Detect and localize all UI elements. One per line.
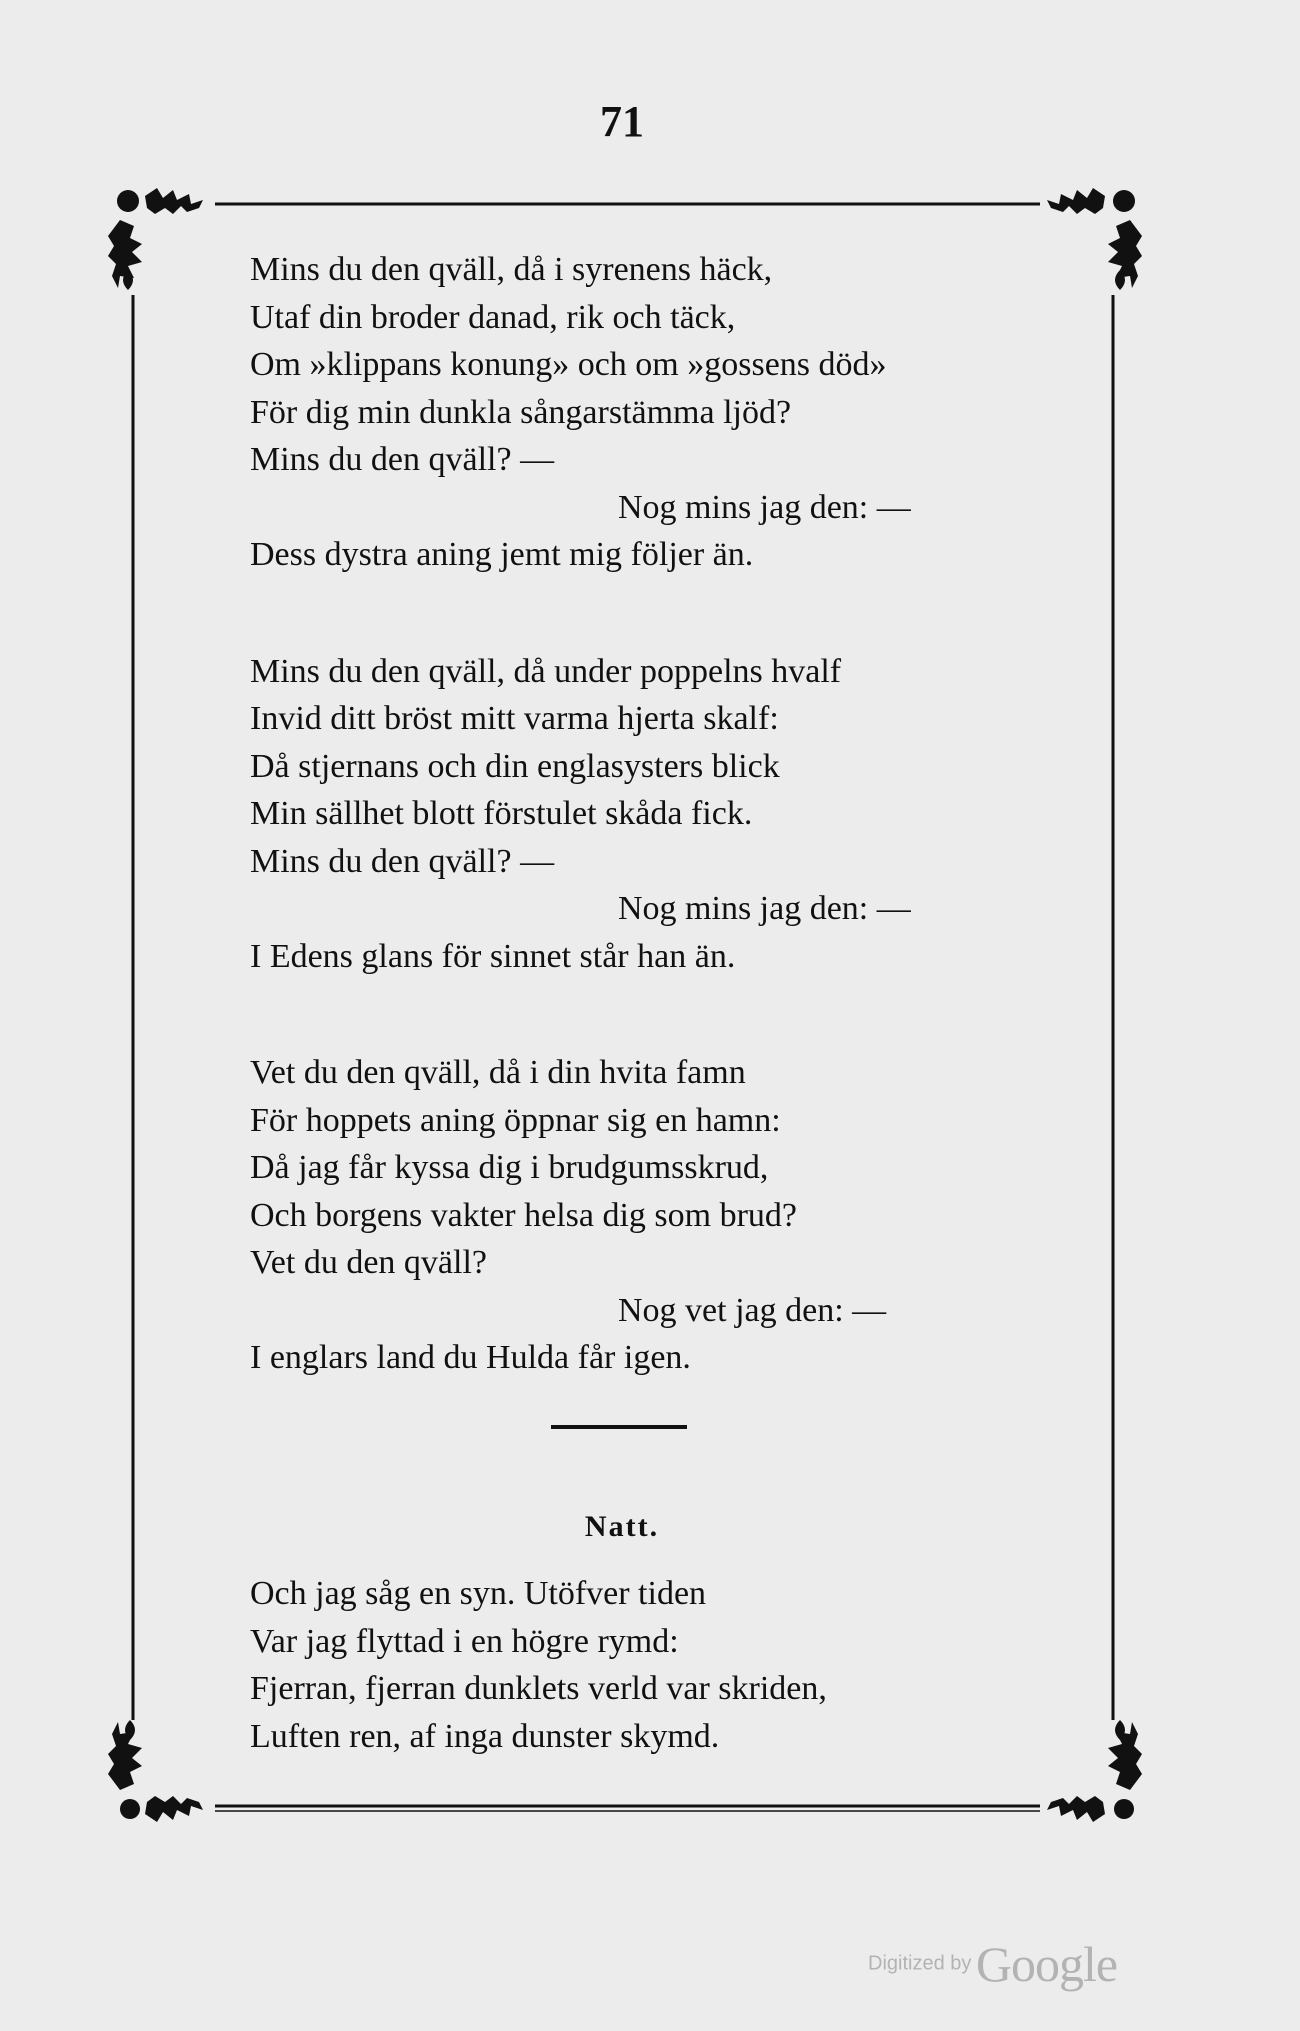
digitized-watermark xyxy=(868,1935,1117,1993)
verse-line: Vet du den qväll, då i din hvita famn xyxy=(250,1054,746,1091)
poem-text xyxy=(250,246,1010,1451)
verse-line-response: Nog mins jag den: — xyxy=(618,488,911,526)
verse-line-response: Nog mins jag den: — xyxy=(618,890,911,927)
verse-line: Dess dystra aning jemt mig följer än. xyxy=(250,536,754,573)
verse-line: Utaf din broder danad, rik och täck, xyxy=(250,298,736,336)
stanza-3 xyxy=(250,1049,1010,1382)
verse-line: Mins du den qväll? — xyxy=(250,842,555,880)
verse-line: Luften ren, af inga dunster skymd. xyxy=(250,1717,720,1755)
verse-line: Min sällhet blott förstulet skåda fick. xyxy=(250,795,753,832)
poem-text-natt xyxy=(250,1570,1010,1760)
verse-line: Och borgens vakter helsa dig som brud? xyxy=(250,1196,798,1234)
verse-line-response: Nog vet jag den: — xyxy=(618,1291,887,1329)
verse-line: För hoppets aning öppnar sig en hamn: xyxy=(250,1101,781,1139)
poem-title: Natt. xyxy=(584,1510,660,1543)
corner-ornament-bottom-right xyxy=(1047,1720,1142,1822)
corner-ornament-top-right xyxy=(1047,188,1142,290)
corner-ornament-top-left xyxy=(108,188,203,290)
verse-line: Om »klippans konung» och om »gossens död» xyxy=(250,346,887,383)
verse-line: Fjerran, fjerran dunklets verld var skriden, xyxy=(250,1670,827,1707)
page-number: 71 xyxy=(600,97,644,146)
verse-line: Var jag flyttad i en högre rymd: xyxy=(250,1622,679,1660)
verse-line: Och jag såg en syn. Utöfver tiden xyxy=(250,1575,707,1612)
stanza-2 xyxy=(250,648,1010,981)
google-logo: Google xyxy=(975,1936,1118,1992)
watermark-prefix: Digitized by xyxy=(868,1952,972,1975)
verse-line: Mins du den qväll? — xyxy=(250,441,555,478)
verse-line: I englars land du Hulda får igen. xyxy=(250,1339,691,1376)
verse-line: Mins du den qväll, då i syrenens häck, xyxy=(250,251,773,288)
verse-line: I Edens glans för sinnet står han än. xyxy=(250,937,736,975)
verse-line: För dig min dunkla sångarstämma ljöd? xyxy=(250,393,792,431)
verse-line: Mins du den qväll, då under poppelns hvalf xyxy=(250,652,842,690)
stanza-1 xyxy=(250,246,1010,579)
verse-line: Då stjernans och din englasysters blick xyxy=(250,747,780,785)
section-divider xyxy=(551,1425,687,1429)
corner-ornament-bottom-left xyxy=(108,1720,203,1822)
verse-line: Invid ditt bröst mitt varma hjerta skalf: xyxy=(250,700,779,737)
verse-line: Vet du den qväll? xyxy=(250,1244,487,1281)
verse-line: Då jag får kyssa dig i brudgumsskrud, xyxy=(250,1149,769,1186)
